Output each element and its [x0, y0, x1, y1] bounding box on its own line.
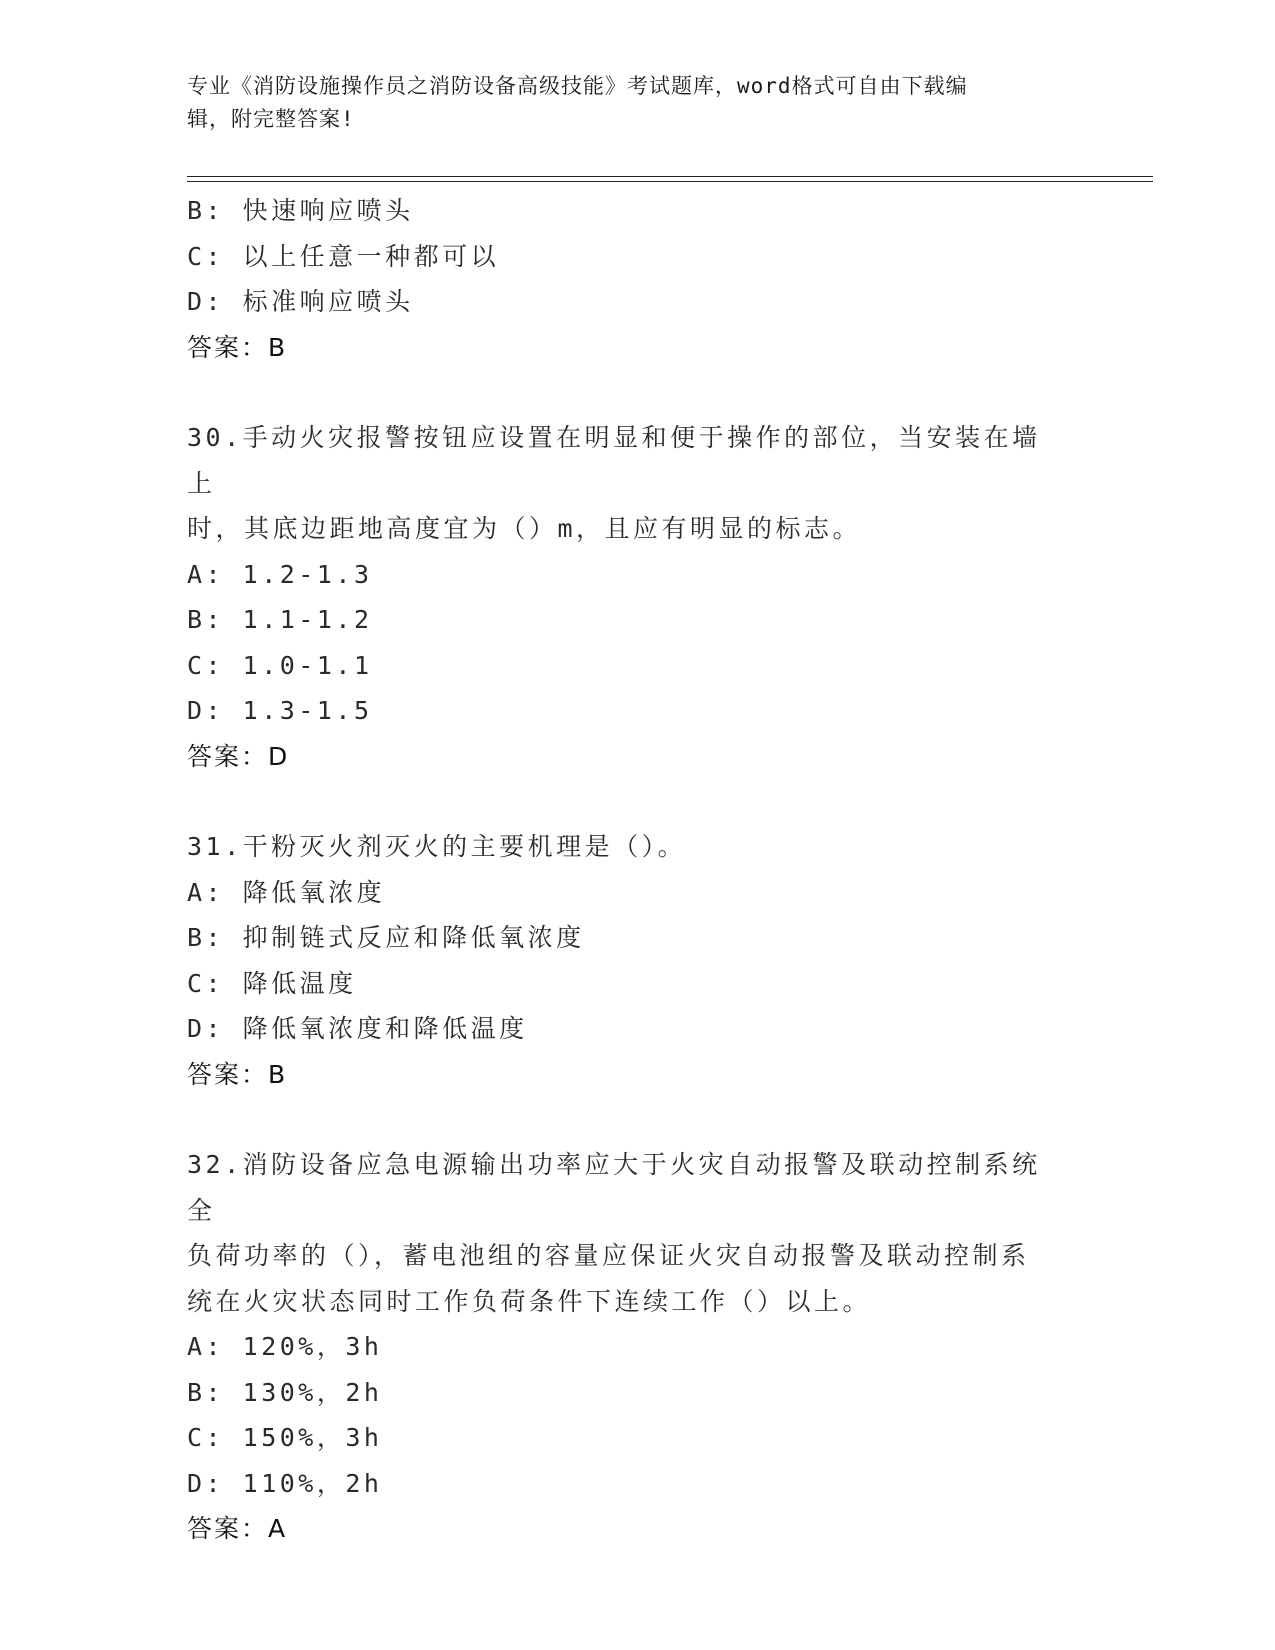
header-line: 专业《消防设施操作员之消防设备高级技能》考试题库，word格式可自由下载编: [187, 74, 968, 98]
answer-line: 答案：B: [187, 1059, 288, 1089]
header-divider-top: [187, 176, 1153, 177]
question-29-tail: [187, 188, 1087, 370]
question-text: [187, 824, 1067, 870]
spacer: [187, 779, 1087, 824]
option-b: B: 快速响应喷头: [187, 196, 414, 225]
question-text-line: 32.消防设备应急电源输出功率应大于火灾自动报警及联动控制系统全: [187, 1150, 1041, 1225]
spacer: [187, 1097, 1087, 1142]
option-d: D: 110%，2h: [187, 1468, 383, 1498]
option-c: C: 降低温度: [187, 968, 357, 998]
question-text-line: 30.手动火灾报警按钮应设置在明显和便于操作的部位，当安装在墙上: [187, 423, 1041, 498]
question-text: [187, 1142, 1067, 1324]
option-b: B: 抑制链式反应和降低氧浓度: [187, 923, 585, 952]
spacer: [187, 370, 1087, 415]
option-c: C: 以上任意一种都可以: [187, 241, 500, 271]
option-a: A: 降低氧浓度: [187, 877, 386, 907]
question-31: [187, 824, 1087, 1097]
answer-line: 答案：A: [187, 1514, 288, 1543]
option-d: D: 1.3-1.5: [187, 696, 373, 725]
question-32: [187, 1142, 1087, 1552]
question-text-line: 负荷功率的（），蓄电池组的容量应保证火灾自动报警及联动控制系: [187, 1241, 1030, 1270]
option-b: B: 1.1-1.2: [187, 605, 373, 634]
answer-line: 答案：B: [187, 332, 288, 362]
question-30: [187, 415, 1087, 779]
option-a: A: 1.2-1.3: [187, 559, 373, 589]
option-b: B: 130%，2h: [187, 1377, 383, 1407]
question-text-line: 统在火灾状态同时工作负荷条件下连续工作（）以上。: [187, 1286, 872, 1316]
option-d: D: 降低氧浓度和降低温度: [187, 1014, 528, 1043]
header-divider-bottom: [187, 181, 1153, 182]
question-text: [187, 415, 1067, 552]
question-text-line: 31.干粉灭火剂灭火的主要机理是（）。: [187, 832, 687, 861]
document-header: [187, 70, 1087, 136]
option-c: C: 150%，3h: [187, 1423, 383, 1452]
option-c: C: 1.0-1.1: [187, 650, 373, 680]
option-a: A: 120%，3h: [187, 1332, 383, 1361]
question-list: [187, 188, 1087, 1552]
question-text-line: 时，其底边距地高度宜为（）m，且应有明显的标志。: [187, 514, 862, 543]
answer-line: 答案：D: [187, 741, 290, 771]
option-d: D: 标准响应喷头: [187, 287, 414, 316]
header-line: 辑，附完整答案!: [187, 107, 355, 131]
